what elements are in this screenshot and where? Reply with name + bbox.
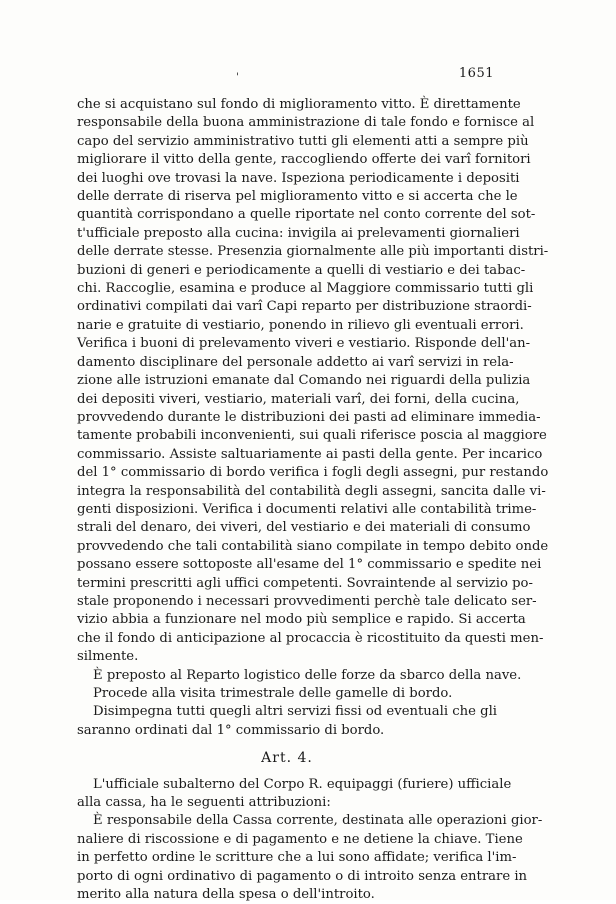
text-line: del 1° commissario di bordo verifica i fogli degli assegni, pur restando bbox=[77, 465, 549, 481]
text-line: dei luoghi ove trovasi la nave. Ispeziona periodicamente i depositi bbox=[77, 170, 520, 186]
paragraph-logistics: È preposto al Reparto logistico delle forze da sbarco della nave. bbox=[93, 667, 522, 683]
text-line: ordinativi compilati dai varî Capi reparto per distribuzione straordi- bbox=[77, 299, 532, 315]
text-line: Verifica i buoni di prelevamento viveri e vestiario. Risponde dell'an- bbox=[77, 336, 531, 352]
text-line: t'ufficiale preposto alla cucina: invigila ai prelevamenti giornalieri bbox=[77, 225, 520, 241]
text-line: che il fondo di anticipazione al procaccia è ricostituito da questi men- bbox=[77, 630, 544, 646]
text-line: damento disciplinare del personale addetto ai varî servizi in rela- bbox=[77, 354, 514, 370]
body-text bbox=[77, 96, 549, 904]
text-line: in perfetto ordine le scritture che a lui sono affidate; verifica l'im- bbox=[77, 850, 517, 866]
text-line: naliere di riscossione e di pagamento e ne detiene la chiave. Tiene bbox=[77, 831, 523, 847]
text-line: provvedendo che tali contabilità siano compilate in tempo debito onde bbox=[77, 538, 549, 554]
text-line: termini prescritti agli uffici competenti. Sovraintende al servizio po- bbox=[77, 575, 533, 591]
text-line: dei depositi viveri, vestiario, materiali varî, dei forni, della cucina, bbox=[77, 391, 520, 407]
text-line: chi. Raccoglie, esamina e produce al Maggiore commissario tutti gli bbox=[77, 281, 534, 297]
text-line: buzioni di generi e periodicamente a quelli di vestiario e dei tabac- bbox=[77, 262, 526, 278]
text-line: zione alle istruzioni emanate dal Comando nei riguardi della pulizia bbox=[77, 373, 531, 389]
text-line: strali del denaro, dei viveri, del vestiario e dei materiali di consumo bbox=[77, 520, 531, 536]
paragraph-cash-officer-intro bbox=[77, 776, 512, 813]
text-line: commissario. Assiste saltuariamente ai pasti della gente. Per incarico bbox=[77, 446, 543, 462]
text-line: delle derrate di riserva pel miglioramento vitto e si accerta che le bbox=[77, 189, 518, 205]
text-line: silmente. bbox=[77, 649, 139, 665]
paragraph-cash-officer-duties bbox=[77, 812, 543, 904]
text-line: vizio abbia a funzionare nel modo più semplice e rapido. Si accerta bbox=[77, 612, 526, 628]
paragraph-gamelle-inspection: Procede alla visita trimestrale delle gamelle di bordo. bbox=[93, 686, 453, 701]
text-line: quantità corrispondano a quelle riportate nel conto corrente del sot- bbox=[77, 207, 536, 223]
text-line: È responsabile della Cassa corrente, destinata alle operazioni gior- bbox=[93, 813, 543, 829]
text-line: alla cassa, ha le seguenti attribuzioni: bbox=[77, 795, 331, 811]
paragraph-other-services bbox=[77, 703, 497, 740]
text-line: delle derrate stesse. Presenzia giornalmente alle più importanti distri- bbox=[77, 244, 549, 260]
text-line: tamente probabili inconvenienti, sui quali riferisce poscia al maggiore bbox=[77, 428, 547, 444]
text-line: saranno ordinati dal 1° commissario di bordo. bbox=[77, 722, 385, 738]
text-line: responsabile della buona amministrazione di tale fondo e fornisce al bbox=[77, 115, 535, 131]
text-line: migliorare il vitto della gente, raccogliendo offerte dei varî fornitori bbox=[77, 152, 531, 168]
text-line: stale proponendo i necessari provvedimenti perchè tale delicato ser- bbox=[77, 593, 537, 609]
text-line: capo del servizio amministrativo tutti gli elementi atti a sempre più bbox=[77, 133, 529, 149]
margin-mark: ' bbox=[236, 72, 239, 83]
text-line: che si acquistano sul fondo di miglioramento vitto. È direttamente bbox=[77, 97, 521, 112]
text-line: possano essere sottoposte all'esame del 1° commissario e spedite nei bbox=[77, 557, 542, 573]
text-line: merito alla natura della spesa o dell'introito. bbox=[77, 887, 375, 903]
text-line: genti disposizioni. Verifica i documenti relativi alle contabilità trime- bbox=[77, 501, 537, 517]
text-line: integra la responsabilità del contabilità degli assegni, sancita dalle vi- bbox=[77, 483, 546, 499]
text-line: L'ufficiale subalterno del Corpo R. equipaggi (furiere) ufficiale bbox=[93, 776, 512, 792]
page-number: 1651 bbox=[458, 66, 494, 81]
text-line: porto di ogni ordinativo di pagamento o di introito senza entrare in bbox=[77, 868, 528, 884]
text-line: Disimpegna tutti quegli altri servizi fissi od eventuali che gli bbox=[93, 704, 498, 720]
paragraph-cook-officer-duties bbox=[77, 96, 549, 667]
article-heading: Art. 4. bbox=[261, 750, 313, 767]
text-line: provvedendo durante le distribuzioni dei pasti ad eliminare immedia- bbox=[77, 409, 541, 425]
text-line: narie e gratuite di vestiario, ponendo in rilievo gli eventuali errori. bbox=[77, 317, 524, 333]
